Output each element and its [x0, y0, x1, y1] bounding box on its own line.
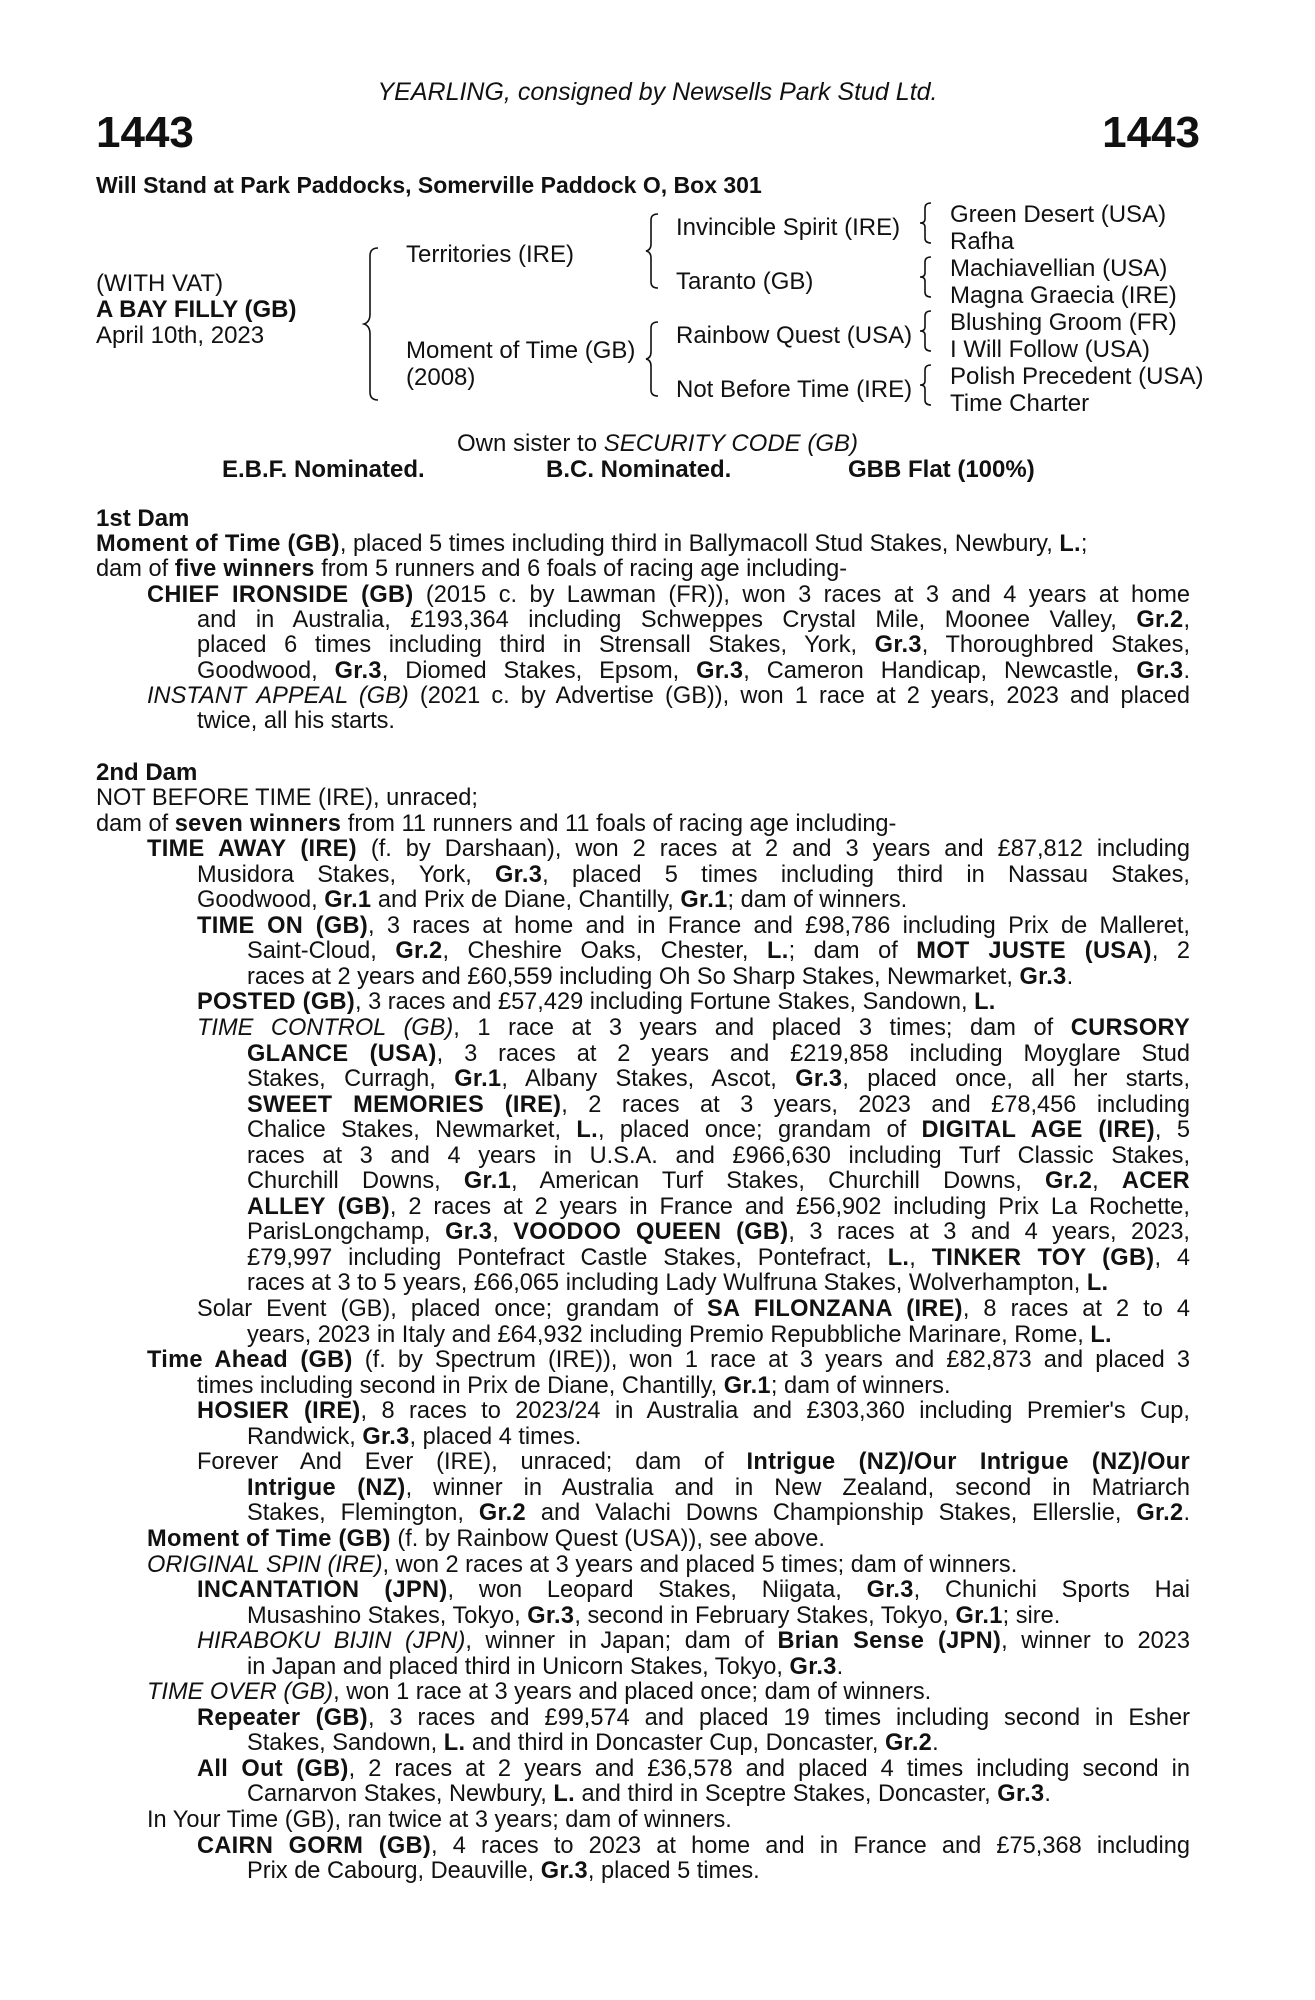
pedigree-brace-sire	[646, 210, 664, 290]
text-run: and third in Doncaster Cup, Doncaster,	[465, 1730, 885, 1757]
text-run: , 8 races to 2023/24 in Australia and £303,360 including Premier's Cup,	[360, 1398, 1190, 1425]
text-run: races at 3 and 4 years in U.S.A. and £966,630 including Turf Classic Stakes,	[247, 1142, 1190, 1169]
consignor-line: YEARLING, consigned by Newsells Park Stud Ltd.	[377, 78, 938, 106]
bold-text: All Out (GB)	[197, 1755, 349, 1782]
second-dam-line	[96, 786, 1190, 811]
text-run: Carnarvon Stakes, Newbury,	[247, 1781, 554, 1808]
pedigree-dds: Polish Precedent (USA)	[950, 363, 1204, 390]
bold-text: Gr.2	[1136, 1500, 1184, 1527]
text-run: , winner in Australia and in New Zealand, second in Matriarch	[405, 1474, 1190, 1501]
second-dam-line	[197, 1629, 1190, 1654]
gbb-nomination: GBB Flat (100%)	[848, 456, 1035, 483]
italic-text: INSTANT APPEAL (GB)	[147, 682, 409, 709]
text-run: (2021 c. by Advertise (GB)), won 1 race at 2 years, 2023 and placed	[408, 682, 1190, 709]
text-run: , second in February Stakes, Tokyo,	[574, 1602, 956, 1629]
text-run: , 4 races to 2023 at home and in France and £75,368 including	[431, 1832, 1190, 1859]
text-run: , 3 races at home and in France and £98,786 including Prix de Malleret,	[368, 912, 1190, 939]
bold-text: Gr.3	[789, 1653, 837, 1680]
bold-text: Intrigue (NZ)/Our Intrigue (NZ)/Our	[746, 1449, 1190, 1476]
own-sister-note	[0, 430, 1315, 458]
bold-text: Gr.3	[1019, 963, 1067, 990]
bold-text: VOODOO QUEEN (GB)	[513, 1219, 789, 1246]
bold-text: DIGITAL AGE (IRE)	[921, 1117, 1155, 1144]
text-run: races at 3 to 5 years, £66,065 including Lady Wulfruna Stakes, Wolverhampton,	[247, 1270, 1087, 1297]
text-run: , placed once, all her starts,	[842, 1066, 1190, 1093]
text-run: .	[1183, 657, 1190, 684]
second-dam-line	[247, 1501, 1190, 1526]
bold-text: CURSORY	[1070, 1014, 1190, 1041]
bold-text: GLANCE (USA)	[247, 1040, 437, 1067]
second-dam-line	[197, 1706, 1190, 1731]
bold-text: L.	[443, 1730, 466, 1757]
second-dam-line	[197, 1399, 1190, 1424]
first-dam-line	[96, 532, 1190, 557]
text-run: .	[1066, 963, 1074, 990]
text-run: (f. by Rainbow Quest (USA)), see above.	[390, 1525, 825, 1552]
text-run: ;	[1080, 531, 1088, 557]
bold-text: Gr.2	[478, 1500, 526, 1527]
bold-text: TINKER TOY (GB)	[931, 1244, 1155, 1271]
pedigree-brace-dam	[646, 318, 664, 398]
second-dam-line	[197, 990, 1190, 1015]
text-run: , won Leopard Stakes, Niigata,	[447, 1577, 867, 1604]
text-run: , Chunichi Sports Hai	[913, 1577, 1190, 1604]
text-run: .	[1044, 1781, 1051, 1808]
bold-text: Gr.1	[324, 887, 372, 914]
bold-text: L.	[767, 938, 789, 965]
text-run: Goodwood,	[197, 657, 335, 684]
text-run: Churchill Downs,	[247, 1168, 464, 1195]
second-dam-line	[197, 914, 1190, 939]
text-run: years, 2023 in Italy and £64,932 including Premio Repubbliche Marinare, Rome,	[247, 1321, 1091, 1348]
text-run: Musidora Stakes, York,	[197, 861, 496, 888]
bold-text: Gr.2	[1136, 606, 1184, 633]
pedigree-sire: Territories (IRE)	[406, 241, 575, 268]
italic-text: ORIGINAL SPIN (IRE)	[147, 1551, 383, 1578]
bold-text: Repeater (GB)	[197, 1704, 368, 1731]
bold-text: POSTED (GB)	[197, 989, 355, 1016]
text-run: races at 2 years and £60,559 including Oh So Sharp Stakes, Newmarket,	[247, 963, 1020, 990]
text-run: , Diomed Stakes, Epsom,	[381, 657, 697, 684]
text-run: , 2 races at 3 years, 2023 and £78,456 including	[561, 1091, 1190, 1118]
bold-text: ALLEY (GB)	[247, 1193, 390, 1220]
stand-location: Will Stand at Park Paddocks, Somerville Paddock O, Box 301	[96, 172, 762, 198]
text-run: , Thoroughbred Stakes,	[921, 632, 1190, 659]
text-run: , won 1 race at 3 years and placed once; dam of winners.	[333, 1679, 932, 1706]
text-run: NOT BEFORE TIME (IRE), unraced;	[96, 785, 478, 811]
bold-text: Gr.3	[874, 632, 922, 659]
text-run: In Your Time (GB), ran twice at 3 years; dam of winners.	[147, 1807, 732, 1833]
lot-number-right: 1443	[1102, 108, 1200, 157]
pedigree-brace-main	[364, 244, 384, 404]
text-run: ,	[492, 1219, 514, 1246]
second-dam-line	[197, 888, 1190, 913]
text-run: Stakes, Sandown,	[247, 1730, 444, 1757]
own-sister-prefix: Own sister to	[457, 430, 604, 457]
second-dam-line	[147, 1527, 1190, 1552]
text-run: (f. by Spectrum (IRE)), won 1 race at 3 years and £82,873 and placed 3	[352, 1347, 1190, 1374]
pedigree-dss: Blushing Groom (FR)	[950, 309, 1177, 336]
second-dam-line	[147, 1808, 1190, 1833]
text-run: Saint-Cloud,	[247, 938, 396, 965]
text-run: , Cameron Handicap, Newcastle,	[743, 657, 1137, 684]
text-run: ParisLongchamp,	[247, 1219, 446, 1246]
bold-text: Gr.3	[495, 861, 543, 888]
second-dam-line	[247, 1118, 1190, 1143]
second-dam-heading: 2nd Dam	[96, 759, 198, 786]
first-dam-line	[147, 684, 1190, 709]
pedigree-dam-year: (2008)	[406, 364, 476, 391]
text-run: placed 6 times including third in Strensall Stakes, York,	[197, 632, 875, 659]
second-dam-line	[247, 1859, 1190, 1884]
bold-text: INCANTATION (JPN)	[197, 1577, 448, 1604]
bold-text: Gr.2	[1045, 1168, 1093, 1195]
bold-text: MOT JUSTE (USA)	[916, 938, 1152, 965]
bold-text: seven winners	[174, 810, 342, 837]
bold-text: ACER	[1121, 1168, 1190, 1195]
text-run: dam of	[96, 810, 175, 837]
bold-text: CAIRN GORM (GB)	[197, 1832, 432, 1859]
second-dam-line	[147, 1348, 1190, 1373]
bold-text: HOSIER (IRE)	[197, 1398, 361, 1425]
second-dam-line	[247, 1093, 1190, 1118]
text-run: Chalice Stakes, Newmarket,	[247, 1117, 577, 1144]
bold-text: Gr.1	[723, 1372, 771, 1399]
second-dam-line	[247, 1271, 1190, 1296]
pedigree-dam-dam: Not Before Time (IRE)	[676, 376, 913, 403]
pedigree-brace-ds	[920, 308, 936, 354]
text-run: , winner in Japan; dam of	[465, 1628, 778, 1655]
text-run: times including second in Prix de Diane, Chantilly,	[197, 1372, 724, 1399]
pedigree-ssd: Rafha	[950, 228, 1015, 255]
text-run: and Prix de Diane, Chantilly,	[371, 887, 681, 914]
text-run: and Valachi Downs Championship Stakes, Ellerslie,	[525, 1500, 1137, 1527]
lot-number-left: 1443	[96, 108, 194, 157]
italic-text: HIRABOKU BIJIN (JPN)	[197, 1628, 466, 1655]
italic-text: TIME CONTROL (GB)	[197, 1014, 454, 1041]
bold-text: L.	[1059, 531, 1081, 557]
text-run: , Cheshire Oaks, Chester,	[442, 938, 768, 965]
bold-text: SA FILONZANA (IRE)	[707, 1296, 963, 1322]
text-run: £79,997 including Pontefract Castle Stakes, Pontefract,	[247, 1244, 888, 1271]
bold-text: Gr.3	[527, 1602, 575, 1629]
text-run: , placed 5 times including third in Ballymacoll Stud Stakes, Newbury,	[339, 531, 1060, 557]
bold-text: TIME ON (GB)	[197, 912, 369, 939]
bold-text: L.	[1090, 1321, 1112, 1348]
horse-name: A BAY FILLY (GB)	[96, 296, 297, 323]
text-run: (f. by Darshaan), won 2 races at 2 and 3 years and £87,812 including	[356, 836, 1190, 863]
bold-text: L.	[1086, 1270, 1109, 1297]
bold-text: Gr.3	[362, 1423, 410, 1450]
second-dam-line	[197, 1297, 1190, 1322]
text-run: Randwick,	[247, 1423, 363, 1450]
bold-text: Gr.3	[334, 657, 382, 684]
bold-text: five winners	[174, 556, 315, 583]
bold-text: L.	[553, 1781, 575, 1808]
second-dam-line	[197, 1374, 1190, 1399]
second-dam-line	[247, 965, 1190, 990]
second-dam-line	[247, 1067, 1190, 1092]
bold-text: Gr.1	[955, 1602, 1003, 1629]
first-dam-line	[197, 633, 1190, 658]
bold-text: Gr.1	[454, 1066, 502, 1093]
text-run: , Albany Stakes, Ascot,	[501, 1066, 796, 1093]
text-run: , 3 races and £57,429 including Fortune Stakes, Sandown,	[354, 989, 975, 1016]
second-dam-line	[247, 1323, 1190, 1348]
text-run: Forever And Ever (IRE), unraced; dam of	[197, 1449, 747, 1476]
first-dam-line	[197, 659, 1190, 684]
bold-text: Moment of Time (GB)	[147, 1525, 391, 1552]
text-run: .	[932, 1730, 939, 1757]
bold-text: Moment of Time (GB)	[96, 531, 340, 557]
bold-text: Gr.3	[696, 657, 744, 684]
second-dam-line	[96, 812, 1190, 837]
second-dam-line	[197, 1834, 1190, 1859]
pedigree-ddd: Time Charter	[950, 390, 1090, 417]
bold-text: Intrigue (NZ)	[247, 1474, 406, 1501]
bold-text: L.	[974, 989, 996, 1016]
text-run: and in Australia, £193,364 including Schweppes Crystal Mile, Moonee Valley,	[197, 606, 1137, 633]
text-run: and third in Sceptre Stakes, Doncaster,	[575, 1781, 998, 1808]
ebf-nomination: E.B.F. Nominated.	[222, 456, 425, 483]
text-run: from 11 runners and 11 foals of racing age including-	[341, 810, 897, 837]
text-run: Goodwood,	[197, 887, 325, 914]
bold-text: Gr.3	[1136, 657, 1184, 684]
first-dam-line	[147, 583, 1190, 608]
pedigree-dam: Moment of Time (GB)	[406, 337, 636, 364]
text-run: twice, all his starts.	[197, 708, 395, 735]
text-run: , 3 races at 2 years and £219,858 including Moyglare Stud	[436, 1040, 1190, 1067]
italic-text: TIME OVER (GB)	[147, 1679, 334, 1706]
second-dam-line	[247, 1476, 1190, 1501]
bold-text: Brian Sense (JPN)	[777, 1628, 1002, 1655]
vat-note: (WITH VAT)	[96, 270, 224, 297]
text-run: , 3 races and £99,574 and placed 19 times including second in Esher	[367, 1704, 1190, 1731]
text-run: ,	[1183, 606, 1190, 633]
text-run: ,	[909, 1244, 932, 1271]
text-run: , 8 races at 2 to 4	[962, 1296, 1190, 1322]
bold-text: SWEET MEMORIES (IRE)	[247, 1091, 562, 1118]
second-dam-line	[247, 1425, 1190, 1450]
second-dam-line	[247, 1246, 1190, 1271]
second-dam-line	[197, 863, 1190, 888]
text-run: , 2 races at 2 years in France and £56,902 including Prix La Rochette,	[389, 1193, 1190, 1220]
text-run: ; sire.	[1002, 1602, 1061, 1629]
second-dam-line	[247, 1604, 1190, 1629]
bold-text: L.	[887, 1244, 910, 1271]
first-dam-line	[96, 557, 1190, 582]
pedigree-sdd: Magna Graecia (IRE)	[950, 282, 1177, 309]
text-run: ; dam of winners.	[727, 887, 908, 914]
text-run: , 2	[1151, 938, 1191, 965]
text-run: , won 2 races at 3 years and placed 5 times; dam of winners.	[382, 1551, 1018, 1578]
bold-text: Gr.3	[540, 1858, 588, 1885]
bold-text: Gr.1	[680, 887, 728, 914]
second-dam-line	[247, 1195, 1190, 1220]
pedigree-sire-sire: Invincible Spirit (IRE)	[676, 214, 901, 241]
bold-text: Time Ahead (GB)	[147, 1347, 353, 1374]
second-dam-line	[247, 1042, 1190, 1067]
second-dam-line	[197, 1578, 1190, 1603]
text-run: Stakes, Flemington,	[247, 1500, 479, 1527]
own-sister-name: SECURITY CODE (GB)	[603, 430, 858, 457]
text-run: , placed 5 times including third in Nassau Stakes,	[542, 861, 1190, 888]
bold-text: Gr.3	[795, 1066, 843, 1093]
pedigree-dsd: I Will Follow (USA)	[950, 336, 1151, 363]
pedigree-sss: Green Desert (USA)	[950, 201, 1167, 228]
text-run: .	[1183, 1500, 1190, 1527]
bold-text: Gr.1	[463, 1168, 512, 1195]
second-dam-line	[247, 1731, 1190, 1756]
bold-text: Gr.3	[866, 1577, 914, 1604]
text-run: , 5	[1154, 1117, 1190, 1144]
second-dam-line	[197, 1016, 1190, 1041]
text-run: , placed 4 times.	[409, 1423, 582, 1450]
second-dam-line	[197, 1757, 1190, 1782]
second-dam-line	[247, 1169, 1190, 1194]
second-dam-line	[247, 1655, 1190, 1680]
second-dam-line	[247, 1144, 1190, 1169]
text-run: , placed 5 times.	[587, 1858, 760, 1885]
second-dam-line	[197, 1450, 1190, 1475]
text-run: in Japan and placed third in Unicorn Stakes, Tokyo,	[247, 1653, 790, 1680]
text-run: Musashino Stakes, Tokyo,	[247, 1602, 528, 1629]
pedigree-brace-ss	[920, 200, 936, 246]
bc-nomination: B.C. Nominated.	[546, 456, 732, 483]
text-run: , 2 races at 2 years and £36,578 and placed 4 times including second in	[348, 1755, 1190, 1782]
pedigree-sds: Machiavellian (USA)	[950, 255, 1168, 282]
bold-text: L.	[576, 1117, 598, 1144]
text-run: from 5 runners and 6 foals of racing age including-	[314, 556, 848, 583]
text-run: , placed once; grandam of	[597, 1117, 922, 1144]
text-run: , 1 race at 3 years and placed 3 times; dam of	[453, 1014, 1071, 1041]
pedigree-brace-sd	[920, 254, 936, 300]
text-run: Stakes, Curragh,	[247, 1066, 455, 1093]
pedigree-sire-dam: Taranto (GB)	[676, 268, 814, 295]
pedigree-dam-sire: Rainbow Quest (USA)	[676, 322, 913, 349]
text-run: Solar Event (GB), placed once; grandam of	[197, 1296, 708, 1322]
text-run: ; dam of	[788, 938, 917, 965]
second-dam-line	[247, 1782, 1190, 1807]
foaling-date: April 10th, 2023	[96, 322, 265, 349]
second-dam-line	[147, 837, 1190, 862]
second-dam-line	[147, 1680, 1190, 1705]
text-run: (2015 c. by Lawman (FR)), won 3 races at 3 and 4 years at home	[413, 581, 1190, 608]
bold-text: Gr.2	[884, 1730, 933, 1757]
second-dam-line	[247, 939, 1190, 964]
text-run: , 4	[1154, 1244, 1190, 1271]
text-run: dam of	[96, 556, 175, 583]
second-dam-line	[247, 1220, 1190, 1245]
pedigree-brace-dd	[920, 362, 936, 408]
first-dam-line	[197, 608, 1190, 633]
bold-text: CHIEF IRONSIDE (GB)	[147, 581, 414, 608]
first-dam-line	[197, 709, 1190, 734]
text-run: , American Turf Stakes, Churchill Downs,	[511, 1168, 1046, 1195]
second-dam-line	[147, 1553, 1190, 1578]
bold-text: TIME AWAY (IRE)	[147, 836, 357, 863]
first-dam-heading: 1st Dam	[96, 505, 190, 532]
text-run: , 3 races at 3 and 4 years, 2023,	[788, 1219, 1190, 1246]
bold-text: Gr.2	[395, 938, 443, 965]
bold-text: Gr.3	[445, 1219, 493, 1246]
text-run: ,	[1092, 1168, 1122, 1195]
text-run: .	[836, 1653, 844, 1680]
text-run: ; dam of winners.	[770, 1372, 951, 1399]
text-run: , winner to 2023	[1001, 1628, 1190, 1655]
text-run: Prix de Cabourg, Deauville,	[247, 1858, 541, 1885]
bold-text: Gr.3	[997, 1781, 1045, 1808]
